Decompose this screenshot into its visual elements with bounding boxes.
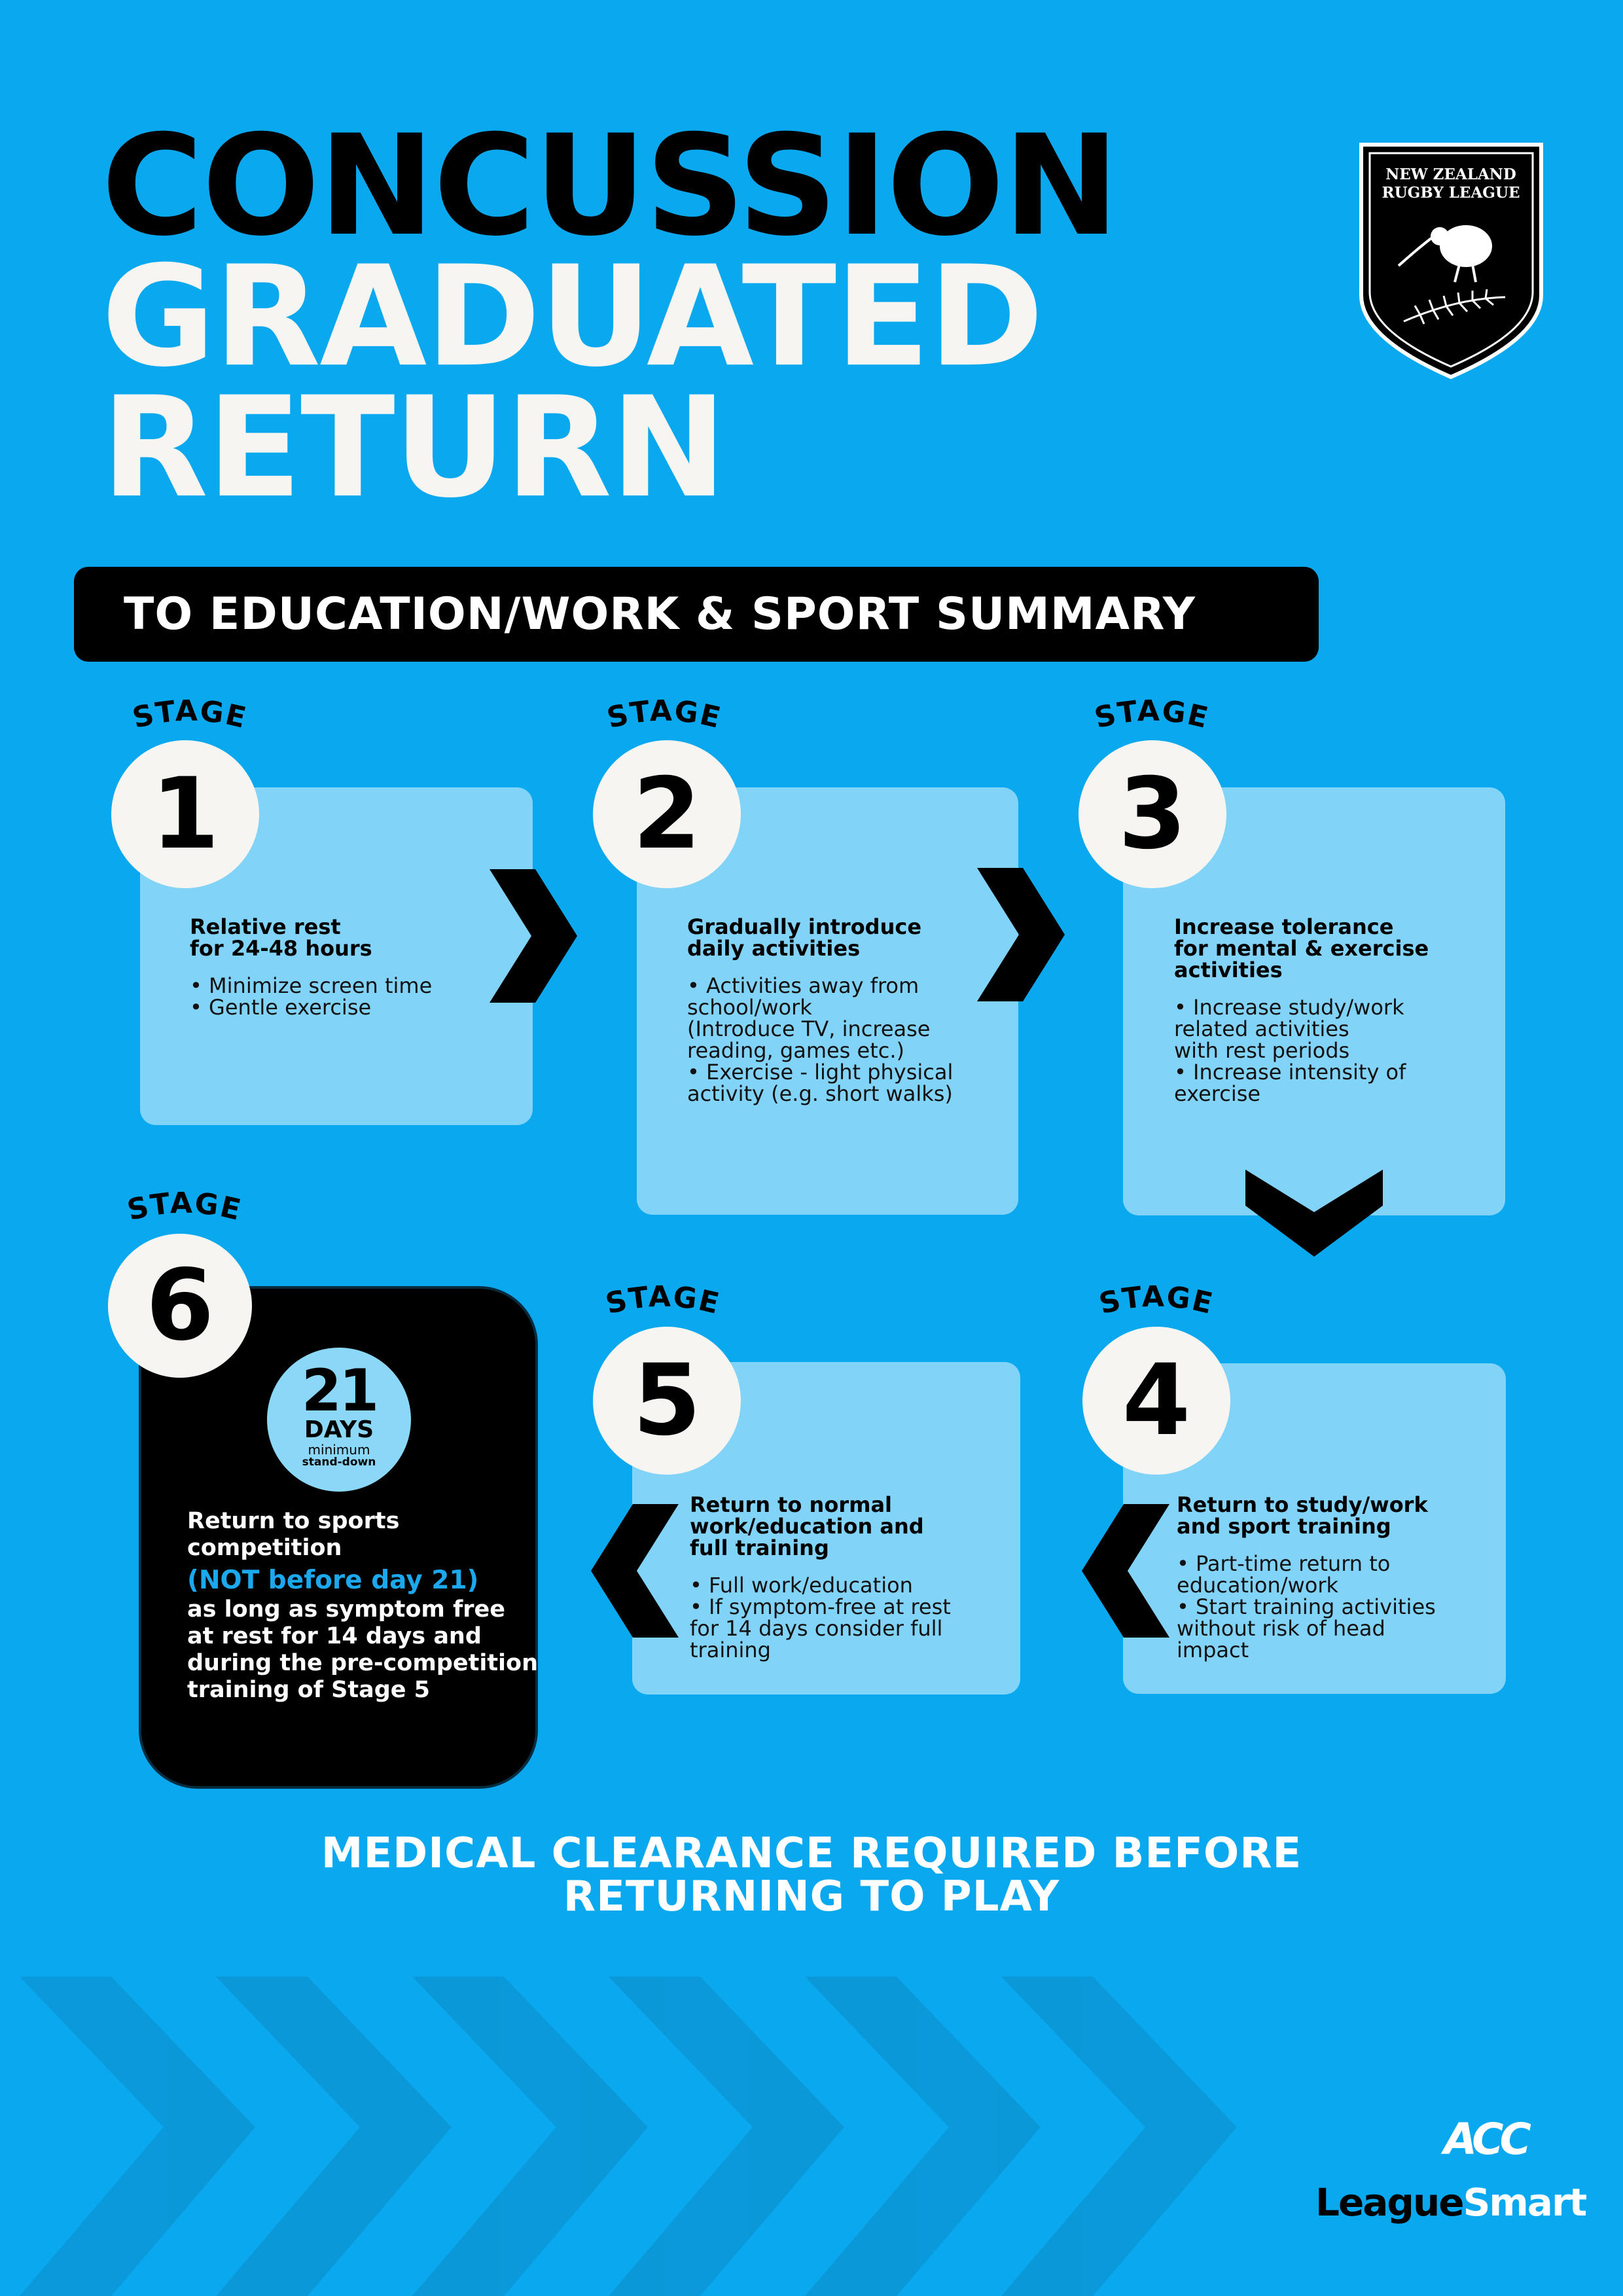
stage-1-heading-line2: for 24-48 hours (190, 936, 372, 961)
stage-4-number: 4 (1082, 1327, 1230, 1475)
title-line-concussion: CONCUSSION (101, 105, 1118, 266)
stage-2-text-line5: • Exercise - light physical (687, 1060, 954, 1085)
logo-text-line2: RUGBY LEAGUE (1382, 184, 1520, 202)
stage-5-heading-line1: Return to normal (690, 1492, 892, 1517)
footer-line1: MEDICAL CLEARANCE REQUIRED BEFORE (321, 1829, 1302, 1878)
stage-1-number: 1 (111, 740, 259, 888)
stage-6-text-line2: competition (187, 1535, 342, 1561)
stage-2-heading-line2: daily activities (687, 936, 861, 961)
arrow-right-1-to-2-icon (484, 864, 582, 1008)
svg-text:STAGE: STAGE (124, 1186, 245, 1228)
stage-3-text-line3: with rest periods (1174, 1038, 1350, 1063)
stage-5-text-line2: • If symptom-free at rest (690, 1594, 951, 1619)
stage-5-label (578, 1280, 748, 1325)
stage-2-text-line1: • Activities away from (687, 973, 919, 998)
stage-1-heading-line1: Relative rest (190, 914, 341, 939)
stage-5-text-line4: training (690, 1638, 771, 1662)
acc-logo-text: ACC (1444, 2114, 1527, 2164)
arrow-left-4-to-5-icon (1077, 1499, 1175, 1643)
stage-3-number: 3 (1079, 740, 1226, 888)
stage-3-heading-line1: Increase tolerance (1174, 914, 1394, 939)
days-badge (267, 1348, 411, 1492)
stage-3-text-line2: related activities (1174, 1016, 1349, 1041)
stage-6-highlight: (NOT before day 21) (187, 1566, 479, 1595)
days-word: DAYS (304, 1416, 374, 1443)
stage-5-number: 5 (593, 1327, 741, 1475)
title-line-graduated: GRADUATED (101, 236, 1043, 397)
days-standdown: stand-down (302, 1456, 376, 1469)
stage-2-label (579, 694, 749, 740)
stage-4-label (1071, 1280, 1241, 1325)
arrow-right-2-to-3-icon (972, 863, 1070, 1007)
subtitle-bar (74, 567, 1319, 662)
stage-6-text-line5: during the pre-competition (187, 1650, 539, 1676)
stage-4-heading-line1: Return to study/work (1177, 1492, 1428, 1517)
stage-3-label (1067, 694, 1237, 740)
stage-1-text-line2: • Gentle exercise (190, 995, 372, 1020)
stage-6-number: 6 (108, 1234, 252, 1378)
stage-4-text-line5: impact (1177, 1638, 1249, 1662)
stage-2-text-line3: (Introduce TV, increase (687, 1016, 931, 1041)
leaguesmart-logo (1315, 2180, 1586, 2225)
stage-4-heading-line2: and sport training (1177, 1514, 1391, 1539)
stage-6-label (99, 1186, 270, 1232)
stage-4-text-line4: without risk of head (1177, 1616, 1385, 1641)
stage-3-text-line4: • Increase intensity of (1174, 1060, 1406, 1085)
stage-4-text-line1: • Part-time return to (1177, 1551, 1391, 1576)
subtitle-text: TO EDUCATION/WORK & SPORT SUMMARY (124, 588, 1196, 640)
stage-4-text-line3: • Start training activities (1177, 1594, 1436, 1619)
stage-3-heading-line2: for mental & exercise (1174, 936, 1429, 961)
svg-text:STAGE: STAGE (129, 694, 251, 736)
background-chevron-pattern (0, 1977, 1623, 2296)
logo-text-line1: NEW ZEALAND (1385, 166, 1516, 183)
days-number: 21 (301, 1357, 377, 1424)
stage-3-heading-line3: activities (1174, 958, 1283, 982)
svg-text:STAGE: STAGE (603, 694, 725, 736)
stage-3-text-line5: exercise (1174, 1081, 1261, 1106)
stage-2-heading-line1: Gradually introduce (687, 914, 922, 939)
svg-text:STAGE: STAGE (1096, 1280, 1217, 1321)
stage-6-text-line3: as long as symptom free (187, 1596, 506, 1623)
svg-text:STAGE: STAGE (602, 1280, 724, 1321)
days-minimum: minimum (308, 1442, 370, 1458)
stage-3-text-line1: • Increase study/work (1174, 995, 1404, 1020)
arrow-down-3-to-4-icon (1242, 1166, 1386, 1261)
acc-logo (1433, 2111, 1538, 2166)
stage-1-text-line1: • Minimize screen time (190, 973, 433, 998)
footer-line2: RETURNING TO PLAY (563, 1873, 1060, 1921)
stage-2-text-line6: activity (e.g. short walks) (687, 1081, 953, 1106)
arrow-left-5-to-6-icon (586, 1499, 684, 1643)
stage-6-text-line4: at rest for 14 days and (187, 1623, 482, 1649)
stage-2-number: 2 (593, 740, 741, 888)
stage-2-text-line2: school/work (687, 995, 812, 1020)
title-line-return: RETURN (101, 367, 726, 528)
svg-text:STAGE: STAGE (1091, 694, 1213, 736)
stage-5-text-line1: • Full work/education (690, 1573, 913, 1598)
leaguesmart-smart: Smart (1463, 2180, 1586, 2225)
stage-5-heading-line2: work/education and (690, 1514, 924, 1539)
stage-5-text-line3: for 14 days consider full (690, 1616, 943, 1641)
stage-2-text-line4: reading, games etc.) (687, 1038, 904, 1063)
stage-4-text-line2: education/work (1177, 1573, 1338, 1598)
stage-6-text-line6: training of Stage 5 (187, 1677, 431, 1703)
nzrl-shield-logo (1358, 141, 1544, 380)
leaguesmart-league: League (1315, 2180, 1463, 2225)
stage-5-heading-line3: full training (690, 1535, 829, 1560)
stage-6-text-line1: Return to sports (187, 1508, 400, 1534)
stage-1-label (105, 694, 275, 740)
